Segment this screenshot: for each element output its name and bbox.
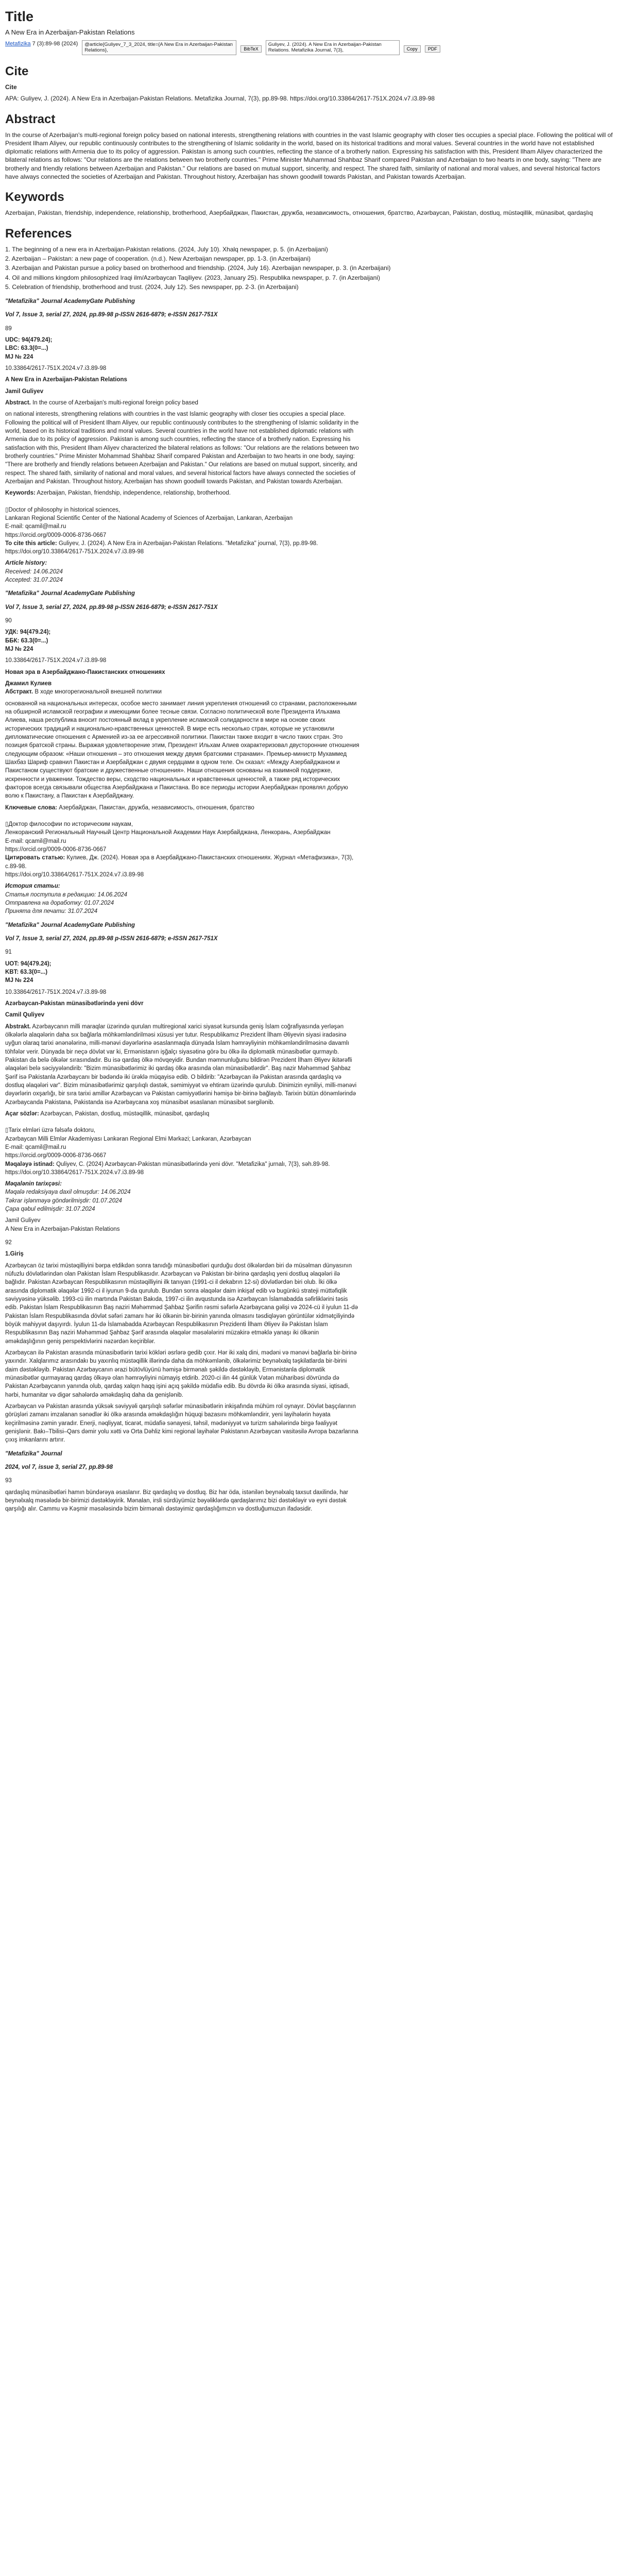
udc: УДК: 94(479.24); [5,629,51,636]
abstract-label-az: Abstrakt. [5,1023,31,1030]
affiliation-1-ru: Доктор философии по историческим наукам, [8,821,133,828]
accepted-az: Çapa qəbul edilmişdir: 31.07.2024 [5,1206,95,1213]
bibtex-box[interactable]: @article{Guliyev_7_3_2024, title={A New Era in Azerbaijan-Pakistan Relations}, [82,40,236,55]
affiliation-2-en: Lankaran Regional Scientific Center of the National Academy of Sciences of Azerbaijan, Lankaran, Azerbaijan [5,515,293,521]
abstract-text: In the course of Azerbaijan's multi-regional foreign policy based on national interests, strengthening relations with countries in the vast Islamic geography with closer ties occupies a special place. Following the political will of President Ilham Aliyev, our republic continuously contributes to the strengthening of Islamic solidarity in the world, based on its historical traditions and moral values. Several countries in the world have not established diplomatic relations with Armenia due to its policy of aggression. Pakistan is among such countries, reflecting the stance of a brotherly nation. Expressing his satisfaction with this, President Ilham Aliyev characterized the bilateral relations as follows: "Our relations are the relations between two brotherly countries." Prime Minister Muhammad Shahbaz Sharif compared Pakistan and Azerbaijan to two hearts in one body, saying: "There are brotherly and friendly relations between Azerbaijan and Pakistan." Our relations are based on mutual support, sincerity, and respect. The shared faith, similarity of national and moral values, and several historical factors have always connected the societies of Azerbaijan and Pakistan. Throughout history, Azerbaijan has shown goodwill towards Pakistan, and Pakistan towards Azerbaijan. [5,131,613,180]
journal-link[interactable]: Metafizika [5,40,31,47]
abstract-body-az: Azərbaycanın milli maraqlar üzərində qurulan multiregional xarici siyasət kursunda geniş İslam coğrafiyasında yerləşən ölkələrlə alaqələrin daha sıx bağlarla möhkəmləndirilməsi xüsusi yer tutur. Respublikamız Prezident İlham Əliyevin siyasi iradəsinə uyğun olaraq tarixi ənənələrinə, milli-mənəvi dəyərlərinə əsaslanmaqla dünyada İslam həmrəyliyinin möhkəmləndirilməsinə davamlı töhfələr verir. Dünyada bir neçə dövlət var ki, Ermənistanın işğalçı siyasətinə görə bu ölkə ilə diplomatik münasibətlər qurmayıb. Pakistan da belə ölkələr sırasındadır. Bu isə qardaş ölkə mövqeyidir. Bundan məmnunluğunu bildirən Prezident İlham Əliyev ikitərəfli əlaqələri belə səciyyələndirib: "Bizim münasibətlərimiz iki qardaş ölkə arasında olan münasibətlərdir". Baş nazir Məhəmməd Şahbaz Şərif isə Pakistanla Azərbaycanı bir bədəndə iki ürəklə müqayisə edib. O bildirib: "Azərbaycan ilə Pakistan arasında qardaşlıq və dostluq əlaqələri var". Bizim münasibətlərimiz qarşılıqlı dəstək, səmimiyyət və ehtiram üzərində qurulub. Dinimizin eyniliyi, milli-mənəvi dəyərlərin oxşarlığı, bir sıra tarixi amillər Azərbaycan və Pakistan cəmiyyətlərini həmişə bir-birinə bağlayıb. Tarixin bütün dönəmlərində Azərbaycanda Pakistana, Pakistanda isə Azərbaycana xoş münasibət əsaslanan münasibət sərgilənib. [5,1023,357,1106]
received-ru: Статья поступила в редакцию: 14.06.2024 [5,891,128,898]
intro-paragraph: Azərbaycan və Pakistan arasında yüksək səviyyəli qarşılıqlı səfərlər münasibətlərin inkişafında mühüm rol oynayır. Dövlət başçılarının görüşləri zamanı imzalanan sənədlər iki ölkə arasında əməkdaşlığın hüquqi bazasını möhkəmləndirir, yeni layihələrin həyata keçirilməsinə zəmin yaradır. Enerji, nəqliyyat, ticarət, müdafiə sənayesi, təhsil, mədəniyyət və turizm sahələrində birgə fəaliyyət genişlənir. Bakı–Tbilisi–Qars dəmir yolu xətti və Orta Dəhliz kimi regional layihələr Pakistanın Azərbaycan vasitəsilə Avropa bazarlarına çıxış imkanlarını artırır. [5,1403,358,1444]
keywords-label-ru: Ключевые слова: [5,804,57,811]
history-label-az: Məqalənin tarixçəsi: [5,1181,62,1188]
abstract-body-ru: основанной на национальных интересах, особое место занимает линия укрепления отношений со странами, расположенными на обширной исламской географии и имеющими более тесные связи. Согласно политической воле Президента Ильхама Алиева, наша республика вносит постоянный вклад в укрепление исламской солидарности в мире на основе своих исторических традиций и национально-нравственных ценностей. В мире есть несколько стран, которые не установили дипломатические отношения с Арменией из-за ее агрессивной политики. Пакистан также входит в число таких стран. Это позиция братской страны. Выражая удовлетворение этим, Президент Ильхам Алиев охарактеризовал двусторонние отношения следующим образом: «Наши отношения – это отношения между двумя братскими странами». Премьер-министр Мухаммед Шахбаз Шариф сравнил Пакистан и Азербайджан с двумя сердцами в одном теле. Он сказал: «Между Азербайджаном и Пакистаном существуют братские и дружественные отношения». Наши отношения основаны на взаимной поддержке, искренности и уважении. Тождество веры, сходство национальных и нравственных ценностей, а также ряд исторических факторов всегда связывали общества Азербайджана и Пакистана. Во все периоды истории Азербайджан проявлял добрую волю к Пакистану, а Пакистан к Азербайджану. [5,700,359,800]
reference-item: 1. The beginning of a new era in Azerbaijan-Pakistan relations. (2024, July 10). Xhalq newspaper, p. 5. (in Azerbaijani) [5,246,328,253]
doi: 10.33864/2617-751X.2024.v7.i3.89-98 [5,989,107,995]
author-ru: Джамил Кулиев [5,681,52,687]
reference-item: 4. Oil and millions kingdom philosophized Iraqi ilm/Azərbaycan Taqiliyev. (2023, January 25). Respublika newspaper, p. 7. (in Azerbaijani) [5,274,380,281]
journal-meta: 7 (3):89-98 (2024) [32,40,78,47]
issue-line: Vol 7, Issue 3, serial 27, 2024, pp.89-98 p-ISSN 2616-6879; e-ISSN 2617-751X [5,604,218,611]
keywords-heading: Keywords [5,190,64,205]
keywords-label-az: Açar sözlər: [5,1110,39,1117]
abstract-lead-ru: В ходе многорегиональной внешней политики [35,689,162,696]
journal-citation [5,40,78,48]
sent-ru: Отправлена на доработку: 01.07.2024 [5,900,114,906]
running-title: A New Era in Azerbaijan-Pakistan Relations [5,1226,120,1232]
references-list [5,245,613,291]
running-author: Jamil Guliyev [5,1217,41,1224]
lbc: KBT: 63.3(0=...) [5,969,48,975]
cite-text-az: Quliyev, C. (2024) Azərbaycan-Pakistan münasibətlərində yeni dövr. "Metafizika" jurnalı, 7(3), səh.89-98. [56,1161,330,1167]
abstract-body-en: on national interests, strengthening relations with countries in the vast Islamic geography with closer ties occupies a special place. Following the political will of President Ilham Aliyev, our republic continuously contributes to the strengthening of Islamic solidarity in the world, based on its historical traditions and moral values. Several countries in the world have not established diplomatic relations with Armenia due to its policy of aggression. Pakistan is among such countries, reflecting the stance of a brotherly nation. Expressing his satisfaction with this, President Ilham Aliyev characterized the bilateral relations as follows: "Our relations are the relations between two brotherly countries." Prime Minister Mohammad Shahbaz Sharif compared Pakistan and Azerbaijan to two hearts in one body, saying: "There are brotherly and friendly relations between Azerbaijan and Pakistan." Our relations are based on mutual support, sincerity, and respect. The shared faith, similarity of national and moral values, and several historical factors have always connected the societies of Azerbaijan and Pakistan. Throughout history, Azerbaijan has shown goodwill towards Pakistan, and Pakistan towards Azerbaijan. [5,411,359,485]
affiliation-1-en: Doctor of philosophy in historical sciences, [8,506,121,513]
cite-text: APA: Guliyev, J. (2024). A New Era in Azerbaijan-Pakistan Relations. Metafizika Journal, 7(3), pp.89-98. https://doi.org/10.33864/2617-751X.2024.v7.i3.89-98 [5,95,435,103]
citation-box[interactable]: Guliyev, J. (2024). A New Era in Azerbaijan-Pakistan Relations. Metafizika Journal, 7(3), [266,40,400,55]
reference-item: 5. Celebration of friendship, brotherhood and trust. (2024, July 12). Ses newspaper, pp. 2-3. (in Azerbaijani) [5,283,299,291]
keywords-label-en: Keywords: [5,490,36,497]
page-number: 91 [5,949,12,956]
pdf-button[interactable]: PDF [425,45,440,53]
cite-label-az: Məqaləyə istinad: [5,1161,55,1167]
lbc: LBC: 63.3(0=...) [5,345,48,352]
journal-header-short: "Metafizika" Journal [5,1450,62,1457]
history-label-ru: История статьи: [5,883,60,890]
references-heading: References [5,226,72,241]
article-title-az: Azərbaycan-Pakistan münasibətlərində yeni dövr [5,1000,144,1007]
doi: 10.33864/2617-751X.2024.v7.i3.89-98 [5,365,107,371]
affiliation-1-az: Tarix elmləri üzrə fəlsəfə doktoru, [8,1127,96,1134]
affiliation-icon: ▯ [5,1127,9,1134]
abstract-heading: Abstract [5,112,56,126]
affiliation-icon: ▯ [5,821,9,828]
bibtex-button[interactable]: BibTeX [241,45,262,53]
keywords-text-az: Azərbaycan, Pakistan, dostluq, müstəqillik, münasibət, qardaşlıq [40,1110,210,1117]
page-number: 92 [5,1240,12,1246]
orcid-ru: https://orcid.org/0009-0006-8736-0667 [5,846,107,853]
body-paragraph: qardaşlıq münasibətləri hamın bündərəya əsaslanır. Biz qardaşlıq və dostluq. Biz har öda, istənilən beynəlxalq taxsut daxilində, har beynəlxalq məsələdə bir-birimizi dəstəkləyirik. Mənalan, irsli sürdüyümüz bəyəliklərdə qardaşlarımız bizi dəstəkləyir və eyni dəstək qarşılığı alır. Cammu və Kəşmir məsələsində bizim birmənalı dəstəyimiz qardaşlığımızın və dostluğumuzun ifadəsidir. [5,1489,349,1513]
keywords-text-en: Azerbaijan, Pakistan, friendship, independence, relationship, brotherhood. [37,490,231,497]
fulltext [5,297,360,1514]
keywords-text-ru: Азербайджан, Пакистан, дружба, независимость, отношения, братство [59,804,254,811]
cite-label-en: To cite this article: [5,540,57,547]
issue-line: Vol 7, Issue 3, serial 27, 2024, pp.89-98 p-ISSN 2616-6879; e-ISSN 2617-751X [5,312,218,318]
received-az: Məqalə redaksiyaya daxil olmuşdur: 14.06.2024 [5,1189,131,1196]
cite-text-en: Guliyev, J. (2024). A New Era in Azerbaijan-Pakistan Relations. "Metafizika" journal, 7(3), pp.89-98. [58,540,318,547]
orcid-en: https://orcid.org/0009-0006-8736-0667 [5,532,107,538]
cite-heading: Cite [5,64,29,78]
intro-paragraph: Azərbaycan ilə Pakistan arasında münasibətlərin tarixi kökləri əsrlərə gedib çıxır. Hər iki xalq dini, mədəni və mənəvi bağlarla bir-birinə yaxındır. Xalqlarımız arasındakı bu yaxınlıq müstəqillik illərində daha da möhkəmlənib, ölkələrimiz beynəlxalq təşkilatlarda bir-birini daim dəstəkləyib. Pakistan Azərbaycanın ərazi bütövlüyünü həmişə birmənalı şəkildə dəstəkləyib, Ermənistanla diplomatik münasibətlər qurmayaraq qardaş ölkəyə olan həmrəyliyini nümayiş etdirib. 2020-ci ilin 44 günlük Vətən müharibəsi dövründə də Pakistan Azərbaycanın yanında olub, qardaş xalqın haqq işini açıq şəkildə müdafiə edib. Bu dövrdə iki ölkə arasında siyasi, iqtisadi, hərbi, humanitar və digər sahələrdə əməkdaşlıq daha da genişlənib. [5,1350,357,1398]
keywords-text: Azerbaijan, Pakistan, friendship, independence, relationship, brotherhood, Азербайджан, Пакистан, дружба, независимость, отношения, братство, Azərbaycan, Pakistan, dostluq, müstəqillik, münasibət, qardaşlıq [5,209,593,217]
author-en: Jamil Guliyev [5,388,44,395]
affiliation-2-az: Azərbaycan Milli Elmlər Akademiyası Lənkəran Regional Elmi Mərkəzi; Lənkəran, Azərbaycan [5,1136,251,1142]
mj-number: MJ № 224 [5,646,33,653]
abstract-label-ru: Абстракт. [5,689,33,696]
reference-item: 2. Azerbaijan – Pakistan: a new page of cooperation. (n.d.). New Azerbaijan newspaper, pp. 1-3. (in Azerbaijani) [5,255,311,263]
lbc: ББК: 63.3(0=...) [5,637,48,644]
cite-text-ru: Кулиев, Дж. (2024). Новая эра в Азербайджано-Пакистанских отношениях. Журнал «Метафизика», 7(3), с.89-98. [5,855,354,870]
accepted-ru: Принята для печати: 31.07.2024 [5,908,98,915]
abstract-label-en: Abstract. [5,399,31,406]
intro-heading: 1.Giriş [5,1251,24,1258]
article-subtitle: A New Era in Azerbaijan-Pakistan Relations [5,28,135,37]
affiliation-icon: ▯ [5,506,9,513]
article-title-en: A New Era in Azerbaijan-Pakistan Relations [5,377,127,383]
page-title: Title [5,9,34,24]
journal-header: "Metafizika" Journal AcademyGate Publishing [5,922,135,928]
cite-label: Cite [5,83,17,91]
cite-doi-az: https://doi.org/10.33864/2617-751X.2024.v7.i3.89-98 [5,1169,144,1176]
author-az: Camil Quliyev [5,1012,45,1019]
page-number: 93 [5,1478,12,1484]
received-en: Received: 14.06.2024 [5,568,63,575]
cite-label-ru: Цитировать статью: [5,855,65,861]
affiliation-2-ru: Ленкоранский Региональный Научный Центр Национальной Академии Наук Азербайджана, Ленкорань, Азербайджан [5,829,331,836]
intro-paragraph: Azərbaycan öz tarixi müstəqilliyini bərpa etdikdən sonra tanıdığı münasibətləri qurduğu dost ölkələrdən biri də müsəlman dünyasının nüfuzlu dövlətlərindən olan Pakistan İslam Respublikasıdır. Azərbaycan və Pakistan bir-birinə qardaşlıq yeni dostluq əlaqələri ilə bağlıdır. Pakistan Azərbaycan Respublikasının müstəqilliyini ilk tanıyan (1991-ci il dekabrın 12-si) dövlətlərdən biri olub. İki ölkə arasında diplomatik əlaqələr 1992-ci il iyunun 9-da qurulub. Bundan sonra əlaqələr daim inkişaf edib və bugünkü strateji müttəfiqlik səviyyəsinə yüksəlib. 1993-cü ilin martında Pakistan Bakıda, 1997-ci ilin avqustunda isə Azərbaycan İslamabadda səfirliklərini təsis edib. Pakistan İslam Respublikasının Baş naziri Məhəmməd Şahbaz Şərifin rəsmi səfərlə Azərbaycana gəlişi və 2024-cü il iyulun 11-də Pakistan İslam Respublikasında dövlət səfəri zamanı hər iki ölkənin bir-birinin yanında olmasını təsdiqləyən görüntülər xidmətçiliyində böyük mahiyyət daşıyırdı. İyulun 11-də İslamabadda Azərbaycan Respublikasının Prezidenti İlham Əliyev ilə Pakistan İslam Respublikasının Baş naziri Məhəmməd Şahbaz Şərif arasında əlaqələr məsələlərini müzakirə etməklə yanaşı iki ölkənin əməkdaşlığının geniş perspektivlərini nəzərdən keçiriblər. [5,1262,358,1345]
meta-row [5,40,613,55]
page-number: 89 [5,325,12,332]
copy-button[interactable]: Copy [404,45,421,53]
sent-az: Təkrar işlənməyə göndərilmişdir: 01.07.2024 [5,1197,122,1204]
page-number: 90 [5,618,12,624]
article-title-ru: Новая эра в Азербайджано-Пакистанских отношениях [5,669,165,675]
email-az: E-mail: qcamil@mail.ru [5,1144,66,1150]
journal-header: "Metafizika" Journal AcademyGate Publishing [5,298,135,304]
email-ru: E-mail: qcamil@mail.ru [5,838,66,844]
mj-number: MJ № 224 [5,977,33,984]
mj-number: MJ № 224 [5,353,33,360]
accepted-en: Accepted: 31.07.2024 [5,577,63,584]
history-label-en: Article history: [5,560,47,567]
issue-line-short: 2024, vol 7, issue 3, serial 27, pp.89-98 [5,1464,113,1470]
cite-doi-ru: https://doi.org/10.33864/2617-751X.2024.v7.i3.89-98 [5,871,144,878]
cite-doi-en: https://doi.org/10.33864/2617-751X.2024.v7.i3.89-98 [5,549,144,555]
doi: 10.33864/2617-751X.2024.v7.i3.89-98 [5,657,107,664]
email-en: E-mail: qcamil@mail.ru [5,523,66,530]
orcid-az: https://orcid.org/0009-0006-8736-0667 [5,1153,107,1159]
udc: UDC: 94(479.24); [5,336,53,343]
reference-item: 3. Azerbaijan and Pakistan pursue a policy based on brotherhood and friendship. (2024, July 16). Azerbaijan newspaper, p. 3. (in Azerbaijani) [5,264,391,272]
issue-line: Vol 7, Issue 3, serial 27, 2024, pp.89-98 p-ISSN 2616-6879; e-ISSN 2617-751X [5,935,218,942]
abstract-lead-en: In the course of Azerbaijan's multi-regional foreign policy based [32,399,198,406]
journal-header: "Metafizika" Journal AcademyGate Publishing [5,590,135,597]
udc: UOT: 94(479.24); [5,960,52,967]
